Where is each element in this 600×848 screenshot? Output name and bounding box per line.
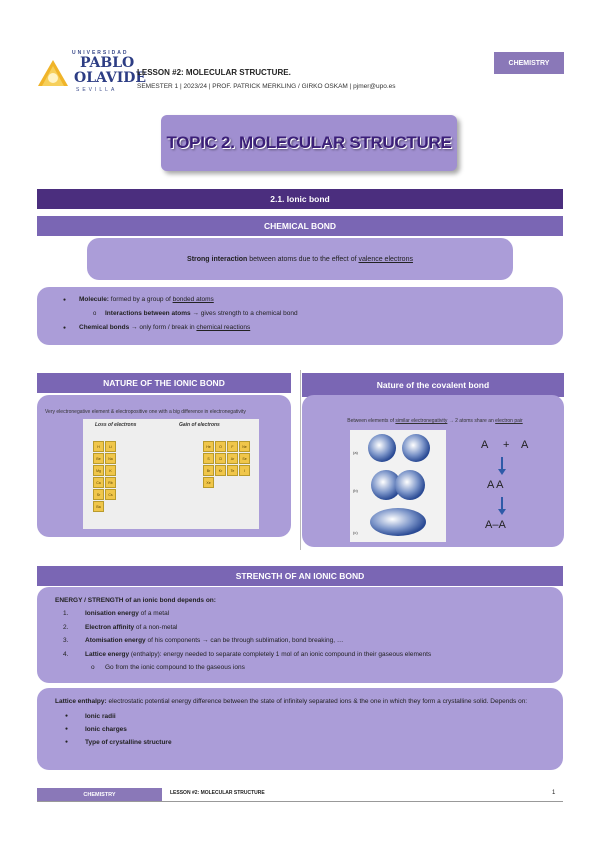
list-item: [55, 307, 545, 321]
formula-bottom: A–A: [485, 519, 506, 531]
nature-ionic-heading-text: NATURE OF THE IONIC BOND: [103, 378, 225, 388]
list-item: [55, 607, 545, 621]
item-text: of his components → can be through sublimation, bond breaking, …: [145, 637, 344, 644]
topic-banner: [161, 115, 457, 171]
energy-card: [37, 587, 563, 683]
nature-covalent-card: [302, 395, 564, 547]
gain-label: Gain of electrons: [179, 422, 220, 428]
chemical-bond-heading: [37, 216, 563, 236]
panel-label-b: (b): [353, 488, 358, 493]
molecule-text: formed by a group of: [108, 296, 173, 303]
item-label: Atomisation energy: [85, 637, 146, 644]
formula-middle: A A: [487, 479, 504, 491]
definition-rest: between atoms due to the effect of: [247, 255, 359, 263]
sun-emblem-icon: [36, 56, 70, 90]
chemical-bonds-label: Chemical bonds: [79, 324, 130, 331]
item-text: of a non-metal: [134, 623, 178, 631]
item-text: (enthalpy): energy needed to separate completely 1 mol of an ionic compound in their gaseous elements: [129, 650, 432, 658]
molecule-list: [55, 293, 545, 335]
logo-city: SEVILLA: [76, 87, 118, 93]
chemical-bond-heading-text: CHEMICAL BOND: [263, 221, 337, 231]
element-cell-xe: Xe: [203, 477, 214, 488]
covalent-note: [310, 418, 560, 424]
section-heading: [37, 189, 563, 209]
lattice-card: [37, 688, 563, 770]
item-number: 2.: [63, 623, 69, 631]
element-cell-sr: Sr: [93, 489, 104, 500]
interactions-text: → gives strength to a chemical bond: [190, 310, 298, 317]
nature-covalent-heading: [302, 373, 564, 397]
list-item: o Go from the ionic compound to the gaseous ions: [55, 661, 545, 675]
down-arrow-icon: [497, 457, 507, 475]
element-cell-he: He: [203, 441, 214, 452]
element-cell-te: Te: [227, 465, 238, 476]
lattice-text: electrostatic potential energy difference between the state of infinitely separated ions & the one in which they form a crystalline solid. Depends on:: [106, 698, 528, 705]
formula-top-left: A: [481, 439, 489, 451]
molecule-card: [37, 287, 563, 345]
down-arrow-icon: [497, 497, 507, 515]
element-cell-i: I: [239, 465, 250, 476]
lattice-factor-list: [55, 710, 545, 749]
nature-covalent-heading-text: Nature of the covalent bond: [376, 380, 490, 390]
element-cell-k: K: [105, 465, 116, 476]
covalent-note-link2: electron pair: [495, 418, 523, 424]
element-cell-be: Be: [93, 453, 104, 464]
list-item: [55, 634, 545, 648]
element-cell-cl: Cl: [215, 453, 226, 464]
list-item: ● Type of crystalline structure: [55, 736, 545, 749]
item-number: 4.: [63, 650, 69, 658]
list-item: [55, 621, 545, 635]
footer-divider: [37, 801, 563, 802]
covalent-note-link: similar electronegativity: [395, 418, 448, 424]
element-cell-ba: Ba: [93, 501, 104, 512]
element-cell-h: H: [93, 441, 104, 452]
logo-university: UNIVERSIDAD: [72, 50, 129, 56]
definition-link: valence electrons: [358, 255, 413, 263]
element-cell-li: Li: [105, 441, 116, 452]
lesson-meta: SEMESTER 1 | 2023/24 | PROF. PATRICK MERKLING / GIRKO OSKAM | pjmer@upo.es: [137, 83, 396, 90]
element-cell-na: Na: [105, 453, 116, 464]
element-cell-rb: Rb: [105, 477, 116, 488]
panel-label-a: (a): [353, 450, 358, 455]
covalent-note-prefix: Between elements of: [347, 418, 396, 424]
lattice-definition: [55, 696, 545, 708]
lewis-formation-diagram: [477, 437, 552, 537]
item-label: Ionisation energy: [85, 610, 139, 617]
item-number: 3.: [63, 637, 69, 644]
energy-intro: ENERGY / STRENGTH of an ionic bond depends on:: [55, 597, 216, 604]
covalent-note-mid: → 2 atoms share an: [447, 418, 496, 424]
footer-lesson: LESSON #2: MOLECULAR STRUCTURE: [170, 790, 265, 796]
university-logo: [36, 50, 147, 96]
logo-name-line2: OLAVIDE: [74, 70, 147, 86]
lattice-label: Lattice enthalpy:: [55, 698, 107, 705]
interactions-label: Interactions between atoms: [105, 310, 191, 317]
element-cell-ca: Ca: [93, 477, 104, 488]
element-cell-br: Br: [203, 465, 214, 476]
element-cell-kr: Kr: [215, 465, 226, 476]
element-cell-s: S: [203, 453, 214, 464]
footer-subject: CHEMISTRY: [37, 788, 162, 801]
list-item: [55, 321, 545, 335]
molecule-label: Molecule:: [79, 296, 109, 303]
element-cell-mg: Mg: [93, 465, 104, 476]
element-cell-ne: Ne: [239, 441, 250, 452]
page-header: [0, 0, 600, 110]
item-text: of a metal: [138, 610, 170, 617]
list-item: ● Ionic radii: [55, 710, 545, 723]
periodic-table-figure: [83, 419, 259, 529]
formula-top-right: A: [521, 439, 529, 451]
ionic-note: Very electronegative element & electropositive one with a big difference in electronegativity: [45, 409, 246, 415]
element-cell-ar: Ar: [227, 453, 238, 464]
nature-ionic-card: [37, 395, 291, 537]
item-label: Lattice energy: [85, 650, 130, 658]
element-cell-o: O: [215, 441, 226, 452]
element-cell-f: F: [227, 441, 238, 452]
formula-plus: +: [503, 439, 510, 451]
topic-title: TOPIC 2. MOLECULAR STRUCTURE: [166, 133, 452, 152]
chemical-bond-definition: [187, 256, 413, 263]
list-item: ● Ionic charges: [55, 723, 545, 736]
list-item: [55, 293, 545, 307]
definition-strong: Strong interaction: [187, 255, 248, 263]
element-cell-se: Se: [239, 453, 250, 464]
subject-tab: CHEMISTRY: [494, 52, 564, 74]
lesson-title: LESSON #2: MOLECULAR STRUCTURE.: [137, 68, 291, 77]
orbital-overlap-figure: [350, 430, 446, 542]
chemical-reactions-link: chemical reactions: [196, 324, 251, 331]
section-heading-text: 2.1. Ionic bond: [270, 194, 330, 204]
chemical-bond-definition-card: [87, 238, 513, 280]
list-item: [55, 648, 545, 662]
orbital-overlap-icon: [350, 430, 446, 542]
loss-label: Loss of electrons: [95, 422, 137, 428]
column-divider: [300, 370, 301, 550]
item-number: 1.: [63, 610, 69, 617]
energy-list: [55, 607, 545, 675]
page-number: 1: [552, 790, 556, 796]
chemical-bonds-text: → only form / break in: [129, 324, 197, 331]
bonded-atoms-link: bonded atoms: [172, 296, 214, 303]
item-label: Electron affinity: [85, 623, 135, 631]
strength-heading-text: STRENGTH OF AN IONIC BOND: [235, 571, 365, 581]
element-cell-cs: Cs: [105, 489, 116, 500]
logo-name-line1: PABLO: [80, 55, 135, 71]
panel-label-c: (c): [353, 530, 358, 535]
nature-ionic-heading: [37, 373, 291, 393]
strength-heading: [37, 566, 563, 586]
